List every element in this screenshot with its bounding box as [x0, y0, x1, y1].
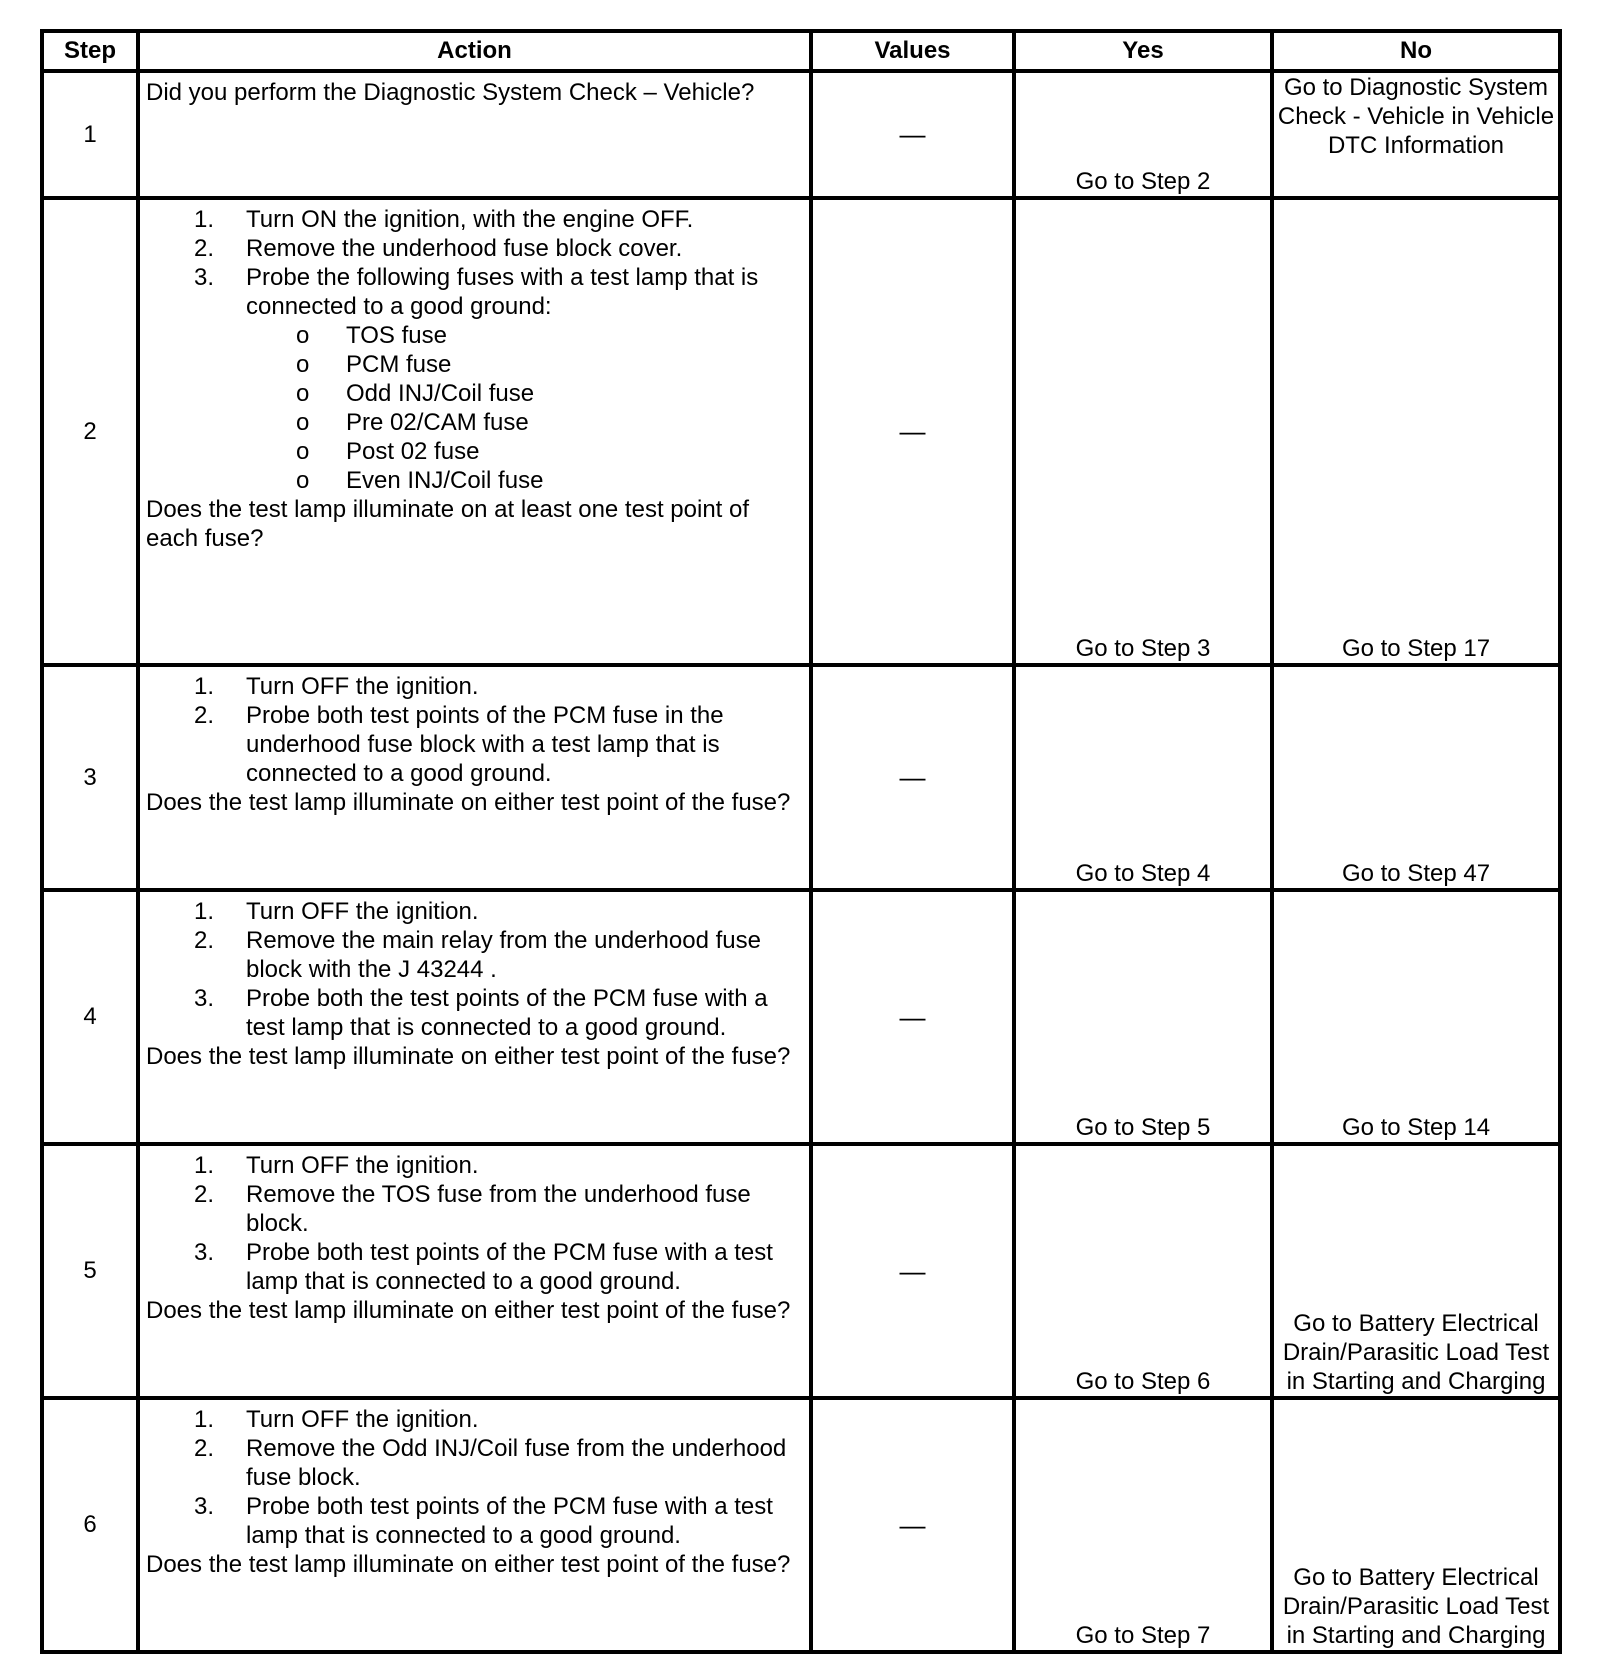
table-row — [42, 198, 1560, 665]
fuse-item: o Odd INJ/Coil fuse — [296, 380, 535, 407]
step-number: 3 — [42, 665, 138, 890]
values-cell: — — [811, 1398, 1014, 1652]
instruction-list — [146, 1405, 801, 1550]
instruction-item: 1. Turn OFF the ignition. — [194, 898, 479, 925]
header-yes: Yes — [1014, 31, 1272, 71]
values-cell: — — [811, 665, 1014, 890]
yes-cell: Go to Step 6 — [1014, 1144, 1272, 1398]
table-row — [42, 71, 1560, 198]
action-question: Does the test lamp illuminate on either test point of the fuse? — [146, 1551, 791, 1578]
values-cell: — — [811, 890, 1014, 1144]
values-cell: — — [811, 1144, 1014, 1398]
fuse-list — [246, 321, 801, 495]
yes-cell: Go to Step 2 — [1014, 71, 1272, 198]
header-action: Action — [138, 31, 811, 71]
instruction-item: 1. Turn ON the ignition, with the engine OFF. — [194, 206, 694, 233]
instruction-list — [146, 205, 801, 495]
no-cell: Go to Battery Electrical Drain/Parasitic Load Test in Starting and Charging — [1272, 1398, 1560, 1652]
action-question: Does the test lamp illuminate on at least one test point of each fuse? — [146, 496, 750, 552]
action-question: Does the test lamp illuminate on either test point of the fuse? — [146, 1297, 791, 1324]
action-cell — [138, 1144, 811, 1398]
header-step: Step — [42, 31, 138, 71]
header-row — [42, 31, 1560, 71]
action-cell — [138, 890, 811, 1144]
instruction-item: 2. Probe both test points of the PCM fuse in the underhood fuse block with a test lamp that is connected to a good ground. — [194, 702, 724, 787]
no-cell: Go to Step 17 — [1272, 198, 1560, 665]
instruction-list — [146, 897, 801, 1042]
instruction-item: 3. Probe the following fuses with a test lamp that is connected to a good ground: o TOS fuse o PCM fuse o Odd INJ/Coil fuse o Pre 02/CAM fuse o Post 02 fuse o Even INJ/Coil fuse — [246, 263, 801, 495]
yes-cell: Go to Step 5 — [1014, 890, 1272, 1144]
table-row — [42, 890, 1560, 1144]
action-question: Does the test lamp illuminate on either test point of the fuse? — [146, 1043, 791, 1070]
values-cell: — — [811, 198, 1014, 665]
no-cell: Go to Step 14 — [1272, 890, 1560, 1144]
action-cell — [138, 71, 811, 198]
step-number: 2 — [42, 198, 138, 665]
step-number: 6 — [42, 1398, 138, 1652]
header-values: Values — [811, 31, 1014, 71]
instruction-item: 1. Turn OFF the ignition. — [194, 1152, 479, 1179]
instruction-item: 2. Remove the TOS fuse from the underhood fuse block. — [194, 1181, 751, 1237]
action-cell — [138, 1398, 811, 1652]
header-no: No — [1272, 31, 1560, 71]
instruction-item: 2. Remove the Odd INJ/Coil fuse from the underhood fuse block. — [194, 1435, 787, 1491]
table-row — [42, 665, 1560, 890]
instruction-item: 2. Remove the underhood fuse block cover. — [194, 235, 683, 262]
instruction-list — [146, 672, 801, 788]
yes-cell: Go to Step 3 — [1014, 198, 1272, 665]
fuse-item: o Pre 02/CAM fuse — [296, 409, 529, 436]
no-cell: Go to Diagnostic System Check - Vehicle in Vehicle DTC Information — [1272, 71, 1560, 198]
action-cell — [138, 198, 811, 665]
instruction-item: 3. Probe both test points of the PCM fuse with a test lamp that is connected to a good ground. — [194, 1493, 773, 1549]
instruction-list — [146, 1151, 801, 1296]
instruction-item: 3. Probe both test points of the PCM fuse with a test lamp that is connected to a good ground. — [194, 1239, 773, 1295]
action-question: Does the test lamp illuminate on either test point of the fuse? — [146, 789, 791, 816]
diagnostic-table — [40, 29, 1562, 1654]
yes-cell: Go to Step 7 — [1014, 1398, 1272, 1652]
instructions — [146, 205, 801, 495]
yes-cell: Go to Step 4 — [1014, 665, 1272, 890]
table-row — [42, 1144, 1560, 1398]
fuse-item: o Even INJ/Coil fuse — [296, 467, 544, 494]
step-number: 5 — [42, 1144, 138, 1398]
instruction-item: 2. Remove the main relay from the underhood fuse block with the J 43244 . — [194, 927, 761, 983]
fuse-item: o Post 02 fuse — [296, 438, 480, 465]
step-number: 1 — [42, 71, 138, 198]
step-number: 4 — [42, 890, 138, 1144]
values-cell: — — [811, 71, 1014, 198]
no-cell: Go to Step 47 — [1272, 665, 1560, 890]
action-cell — [138, 665, 811, 890]
action-question: Did you perform the Diagnostic System Check – Vehicle? — [146, 79, 755, 106]
no-cell: Go to Battery Electrical Drain/Parasitic Load Test in Starting and Charging — [1272, 1144, 1560, 1398]
instruction-item: 1. Turn OFF the ignition. — [194, 673, 479, 700]
instruction-item: 3. Probe both the test points of the PCM fuse with a test lamp that is connected to a good ground. — [194, 985, 768, 1041]
fuse-item: o PCM fuse — [296, 351, 452, 378]
table-row — [42, 1398, 1560, 1652]
fuse-item: o TOS fuse — [296, 322, 447, 349]
instruction-item: 1. Turn OFF the ignition. — [194, 1406, 479, 1433]
